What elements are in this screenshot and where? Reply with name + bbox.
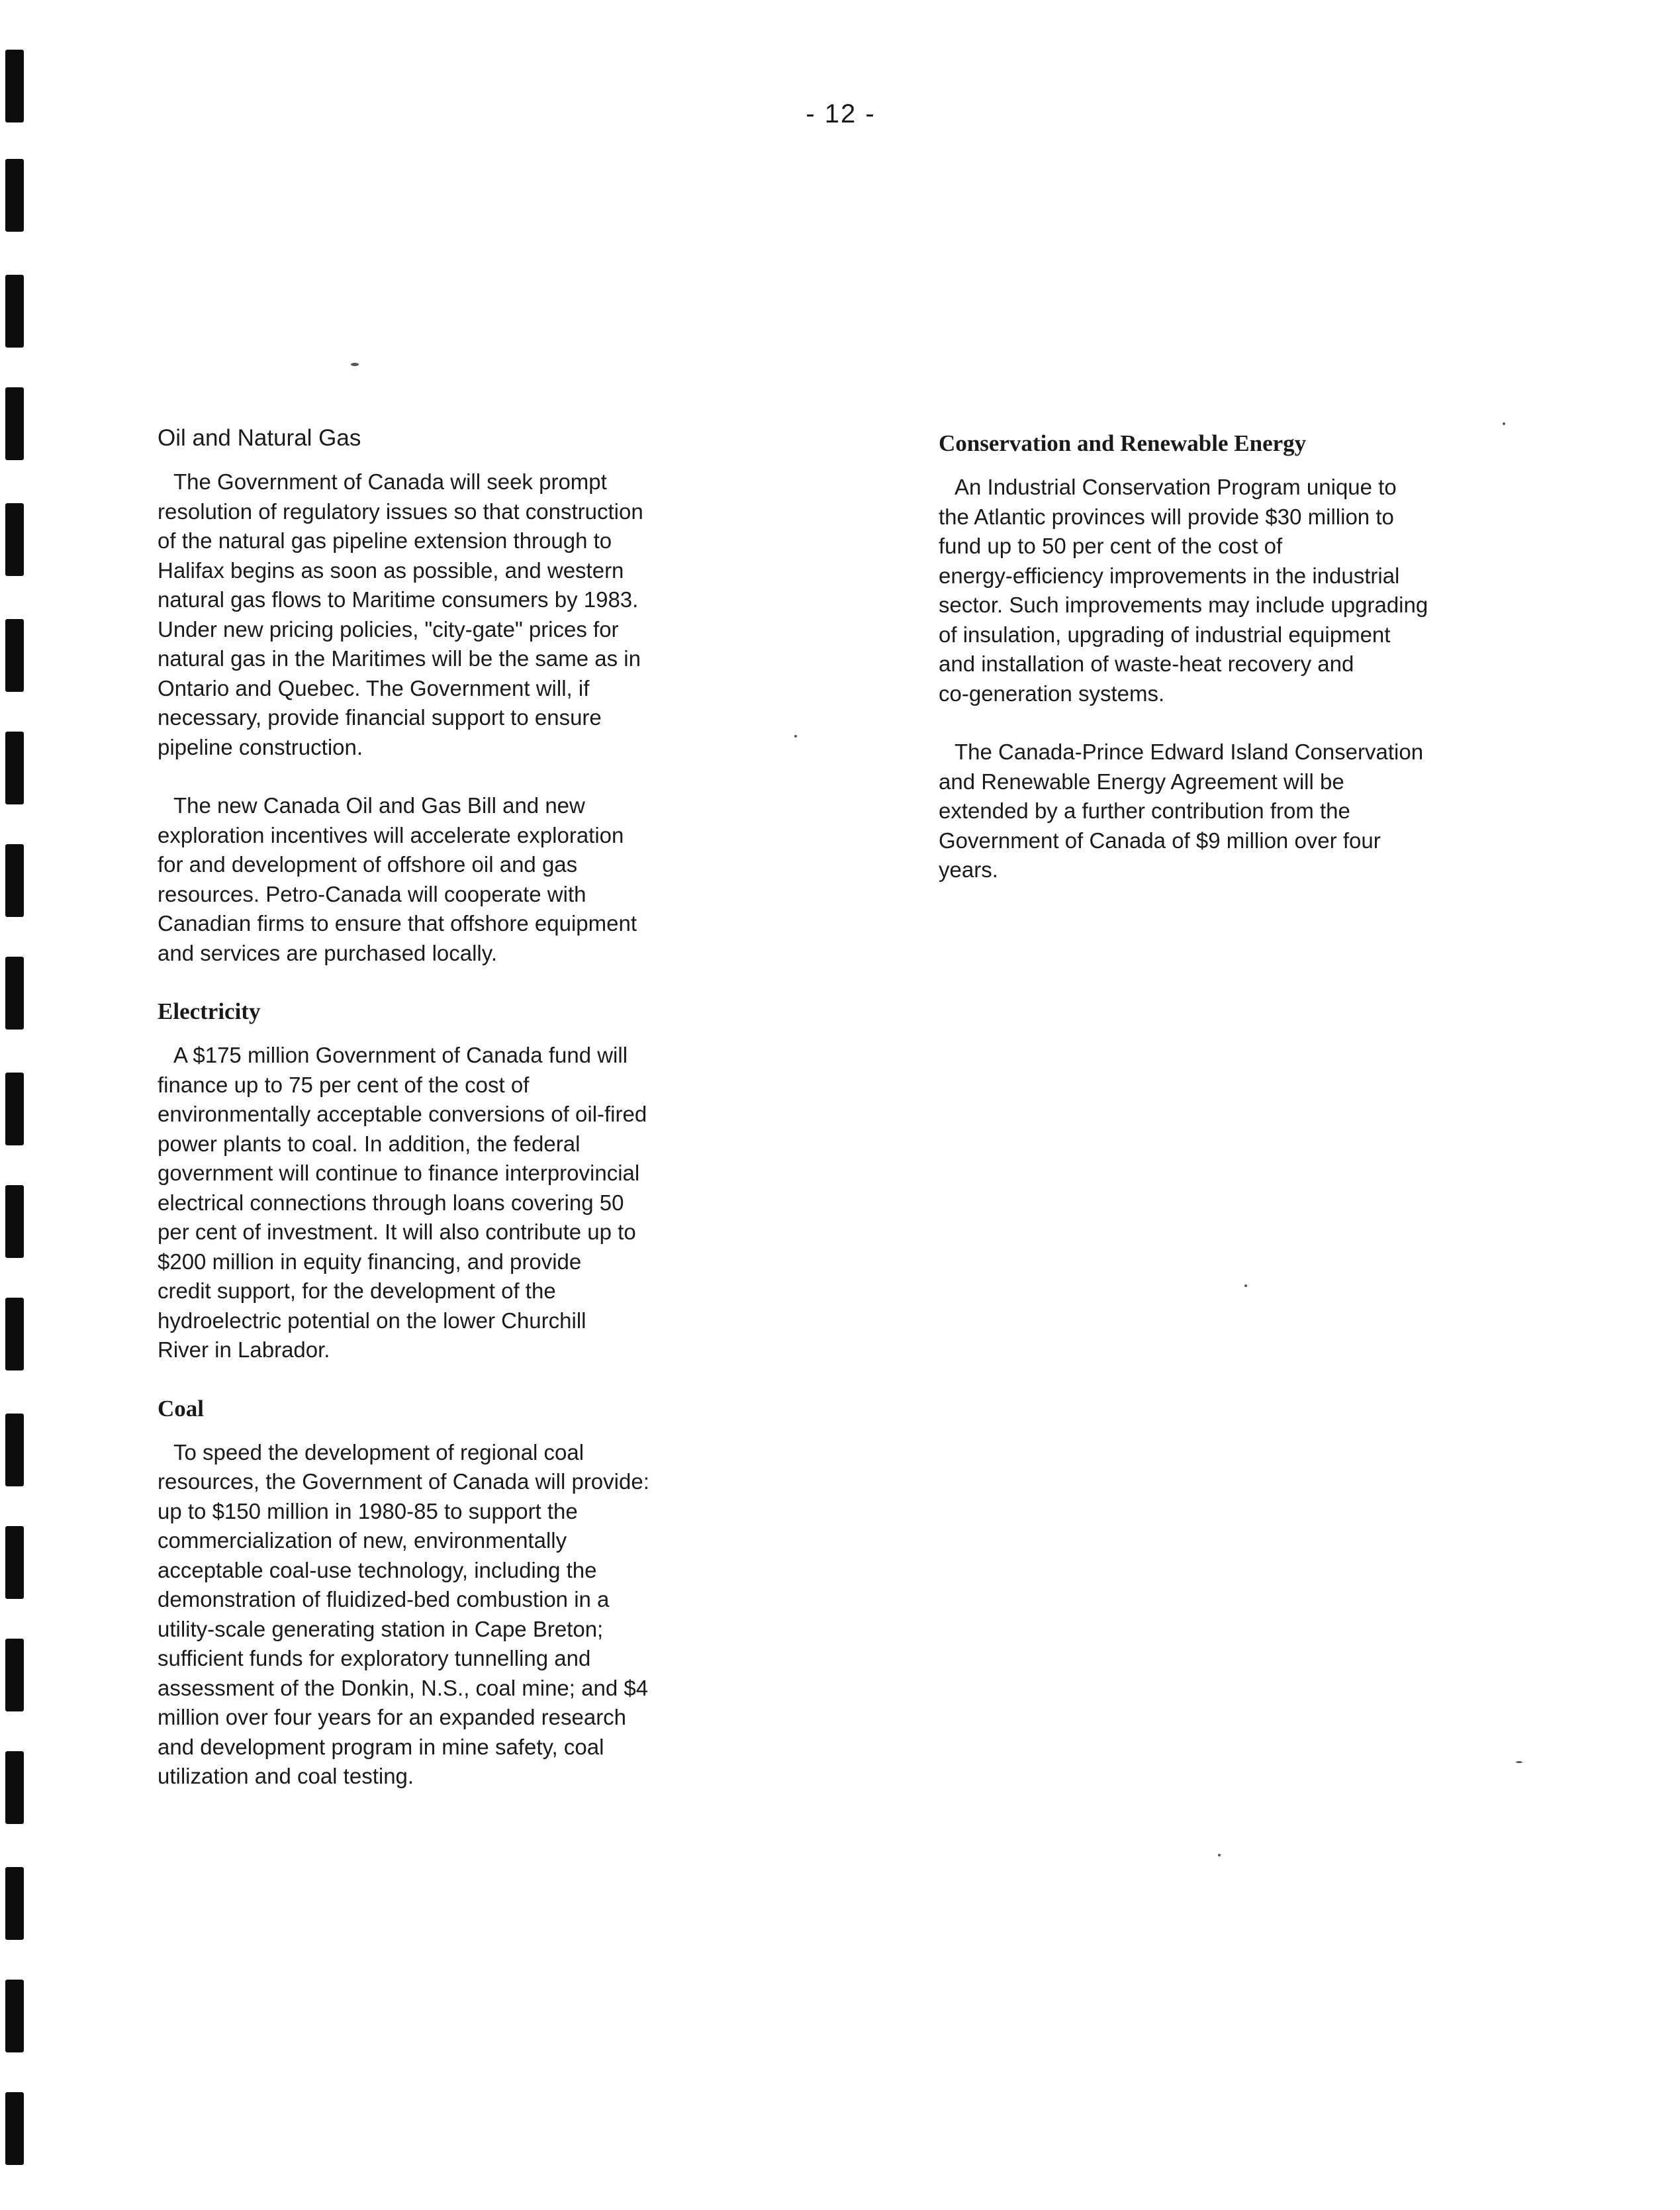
page-number: - 12 - — [806, 99, 876, 128]
paragraph: The Canada-Prince Edward Island Conservation and Renewable Energy Agreement will be extended by a further contribution from the Government of Canada of $9 million over four years. — [939, 740, 1424, 882]
binding-hole-mark — [5, 503, 24, 576]
paragraph: The new Canada Oil and Gas Bill and new exploration incentives will accelerate exploration for and development of offshore oil and gas resources. Petro-Canada will cooperate with Canadian firms to ensure that offshore equipment and services are purchased locally. — [158, 793, 637, 965]
binding-hole-mark — [5, 1867, 24, 1940]
binding-hole-mark — [5, 1639, 24, 1711]
binding-hole-mark — [5, 1526, 24, 1599]
scan-speck — [794, 735, 797, 738]
scan-speck — [1503, 422, 1505, 425]
binding-hole-mark — [5, 1751, 24, 1824]
binding-hole-mark — [5, 844, 24, 917]
paragraph: To speed the development of regional coal resources, the Government of Canada will provide: up to $150 million in 1980-85 to support the commercialization of new, environmentally acceptable coal-use technology, including the demonstration of fluidized-bed combustion in a utility-scale generating station in Cape Breton; sufficient funds for exploratory tunnelling and assessment of the Donkin, N.S., coal mine; and $4 million over four years for an expanded research and development program in mine safety, coal utilization and coal testing. — [158, 1439, 649, 1788]
binding-hole-mark — [5, 50, 24, 122]
binding-hole-mark — [5, 1073, 24, 1145]
paragraph: An Industrial Conservation Program unique to the Atlantic provinces will provide $30 million to fund up to 50 per cent of the cost of energy-efficiency improvements in the industrial sector. Such improvements may include upgrading of insulation, upgrading of industrial equipment and installation of waste-heat recovery and co-generation systems. — [939, 475, 1428, 706]
scan-speck — [1244, 1284, 1247, 1287]
paragraph: A $175 million Government of Canada fund will finance up to 75 per cent of the cost of environmentally acceptable conversions of oil-fired power plants to coal. In addition, the federal government will continue to finance interprovincial electrical connections through loans covering 50 per cent of investment. It will also contribute up to $200 million in equity financing, and provide credit support, for the development of the hydroelectric potential on the lower Churchill River in Labrador. — [158, 1043, 647, 1362]
paragraph: The Government of Canada will seek prompt resolution of regulatory issues so that construction of the natural gas pipeline extension through to Halifax begins as soon as possible, and western natural gas flows to Maritime consumers by 1983. Under new pricing policies, "city-gate" prices for natural gas in the Maritimes will be the same as in Ontario and Quebec. The Government will, if necessary, provide financial support to ensure pipeline construction. — [158, 469, 643, 759]
scan-speck — [1218, 1854, 1221, 1856]
right-column — [939, 429, 1548, 914]
binding-hole-mark — [5, 1980, 24, 2052]
binding-hole-mark — [5, 1414, 24, 1486]
section-coal — [158, 1394, 767, 1792]
left-column — [158, 424, 767, 1821]
binding-hole-mark — [5, 619, 24, 692]
section-heading: Coal — [158, 1395, 204, 1421]
binding-hole-mark — [5, 275, 24, 348]
section-heading: Oil and Natural Gas — [158, 425, 361, 451]
binding-hole-mark — [5, 2092, 24, 2165]
section-conservation-and-renewable-energy — [939, 429, 1548, 885]
section-heading: Electricity — [158, 998, 261, 1024]
binding-hole-mark — [5, 159, 24, 232]
section-oil-and-natural-gas — [158, 424, 767, 968]
binding-hole-mark — [5, 1298, 24, 1370]
scan-speck — [1516, 1761, 1522, 1763]
section-heading: Conservation and Renewable Energy — [939, 430, 1307, 456]
scan-speck — [351, 363, 359, 366]
binding-hole-mark — [5, 732, 24, 804]
binding-hole-mark — [5, 1185, 24, 1258]
section-electricity — [158, 997, 767, 1365]
binding-hole-mark — [5, 387, 24, 460]
binding-hole-mark — [5, 957, 24, 1030]
